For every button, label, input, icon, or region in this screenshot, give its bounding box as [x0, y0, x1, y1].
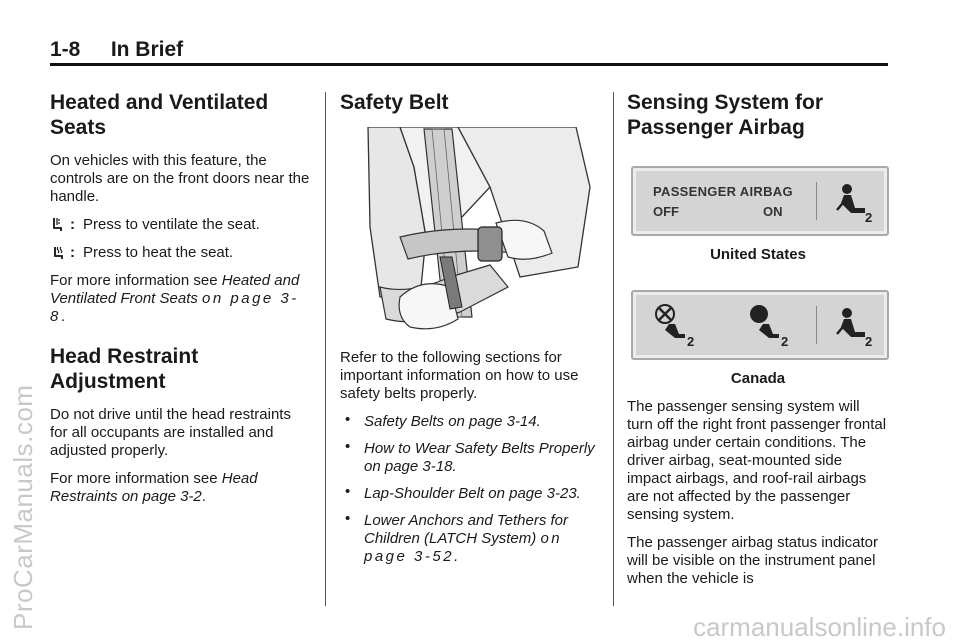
- sensing-system-paragraph-1: The passenger sensing system will turn off the right front passenger frontal airbag under certain conditions. The driver airbag, seat-mounted side impact airbags, and roof-rail airbags are not affected by the passenger sensing system.: [627, 398, 887, 523]
- left-watermark: ProCarManuals.com: [8, 384, 38, 630]
- us-airbag-status-panel: [631, 166, 889, 236]
- ventilate-text: Press to ventilate the seat.: [83, 216, 260, 233]
- reference-link[interactable]: How to Wear Safety Belts Properly on page 3-18: [364, 440, 595, 475]
- canada-caption: Canada: [730, 370, 786, 387]
- list-item[interactable]: • Lower Anchors and Tethers for Children (LATCH System) on page 3-52.: [340, 512, 602, 566]
- page-header: [50, 38, 888, 64]
- safety-belt-heading: Safety Belt: [340, 91, 449, 114]
- column-2: [340, 90, 602, 575]
- page-number: 1-8: [50, 38, 81, 61]
- section-title: In Brief: [110, 38, 184, 61]
- head-restraint-heading: Head Restraint Adjustment: [50, 345, 199, 393]
- column-3: [627, 90, 889, 598]
- panel-separator: [816, 306, 817, 344]
- list-item[interactable]: • Lap-Shoulder Belt on page 3-23.: [340, 485, 602, 503]
- svg-text:2: 2: [865, 210, 873, 224]
- head-restraint-more-info: For more information see Head Restraints on page 3-2.: [50, 470, 258, 505]
- heated-seats-more-info: For more information see Heated and Ventilated Front Seats on page 3-8.: [50, 272, 300, 325]
- heated-seats-page-ref[interactable]: on page 3-8: [50, 290, 299, 325]
- heat-colon: :: [70, 244, 75, 261]
- head-restraints-reference-link[interactable]: Head Restraints on page 3-2: [50, 470, 258, 505]
- passenger-airbag-icon: [831, 180, 877, 229]
- column-divider-1: [325, 92, 326, 606]
- heated-seats-heading: Heated and Ventilated Seats: [50, 91, 269, 139]
- heated-seats-intro: On vehicles with this feature, the controls are on the front doors near the handle.: [50, 152, 310, 205]
- sensing-system-heading: Sensing System for Passenger Airbag: [627, 91, 824, 139]
- column-divider-2: [613, 92, 614, 606]
- canada-airbag-status-panel: [631, 290, 889, 360]
- airbag-on-icon: [745, 302, 793, 355]
- heat-control-row: [50, 244, 312, 262]
- heated-seats-reference-link[interactable]: Heated and Ventilated Front Seats: [50, 272, 300, 307]
- safety-belt-illustration: [340, 127, 602, 337]
- panel-separator: [816, 182, 817, 220]
- passenger-airbag-icon: [831, 304, 877, 353]
- reference-link[interactable]: Lower Anchors and Tethers for Children (LATCH System): [364, 512, 569, 547]
- airbag-off-icon: [651, 302, 699, 355]
- reference-link[interactable]: Safety Belts on page 3-14: [364, 413, 537, 430]
- ventilate-control-row: [50, 216, 312, 234]
- more-info-prefix-2: For more information see: [50, 470, 222, 487]
- us-panel-on-label: ON: [763, 204, 783, 219]
- heated-seat-icon: [50, 244, 66, 262]
- us-caption: United States: [710, 246, 806, 263]
- svg-text:2: 2: [781, 334, 789, 349]
- us-panel-label: PASSENGER AIRBAG: [653, 184, 793, 199]
- safety-belt-reference-list: [340, 413, 602, 566]
- us-panel-off-label: OFF: [653, 204, 679, 219]
- svg-text:2: 2: [687, 334, 695, 349]
- heat-text: Press to heat the seat.: [83, 244, 234, 261]
- svg-text:2: 2: [865, 334, 873, 348]
- list-item[interactable]: • Safety Belts on page 3-14.: [340, 413, 602, 431]
- reference-link[interactable]: Lap-Shoulder Belt on page 3-23: [364, 485, 577, 502]
- head-restraint-text: Do not drive until the head restraints for all occupants are installed and adjusted properly.: [50, 406, 291, 459]
- column-1: [50, 90, 312, 516]
- ventilated-seat-icon: [50, 216, 66, 234]
- safety-belt-intro: Refer to the following sections for important information on how to use safety belts properly.: [340, 349, 579, 402]
- list-item[interactable]: • How to Wear Safety Belts Properly on page 3-18.: [340, 440, 602, 476]
- sensing-system-paragraph-2: The passenger airbag status indicator will be visible on the instrument panel when the vehicle is: [627, 534, 878, 587]
- more-info-prefix: For more information see: [50, 272, 222, 289]
- header-rule: [50, 63, 888, 66]
- reference-page[interactable]: on page 3-52: [364, 530, 563, 565]
- ventilate-colon: :: [70, 216, 75, 233]
- bottom-watermark: carmanualsonline.info: [693, 612, 946, 642]
